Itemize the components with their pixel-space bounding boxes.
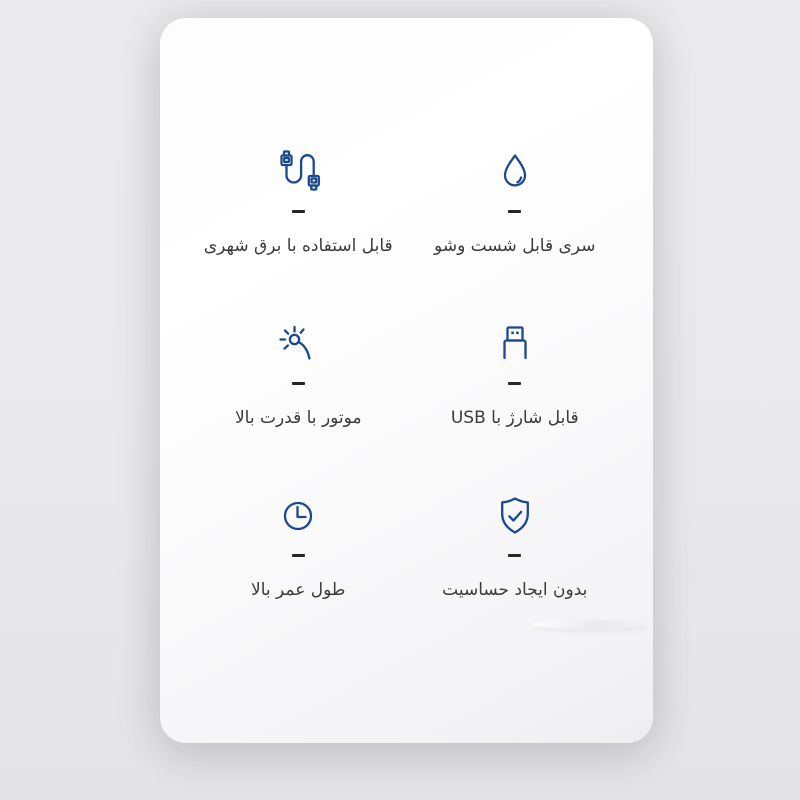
feature-card bbox=[160, 18, 653, 743]
feature-label: قابل استفاده با برق شهری bbox=[203, 236, 393, 256]
shield-check-icon bbox=[491, 492, 539, 540]
clock-icon bbox=[274, 492, 322, 540]
usb-plug-icon bbox=[491, 320, 539, 368]
feature-mains-power bbox=[190, 148, 407, 320]
feature-usb-rechargeable bbox=[407, 320, 624, 492]
feature-label: بدون ایجاد حساسیت bbox=[442, 580, 588, 600]
feature-high-power-motor bbox=[190, 320, 407, 492]
water-drop-icon bbox=[491, 148, 539, 196]
spark-icon bbox=[274, 320, 322, 368]
feature-long-lifespan bbox=[190, 492, 407, 664]
dash-divider bbox=[508, 554, 521, 557]
feature-hypoallergenic bbox=[407, 492, 624, 664]
dash-divider bbox=[292, 382, 305, 385]
feature-grid bbox=[160, 18, 653, 664]
feature-label: قابل شارژ با USB bbox=[450, 408, 579, 428]
dash-divider bbox=[508, 210, 521, 213]
feature-washable-head bbox=[407, 148, 624, 320]
feature-label: طول عمر بالا bbox=[251, 580, 346, 600]
dash-divider bbox=[292, 554, 305, 557]
dash-divider bbox=[292, 210, 305, 213]
feature-label: سری قابل شست وشو bbox=[434, 236, 596, 256]
power-cable-icon bbox=[274, 148, 322, 196]
dash-divider bbox=[508, 382, 521, 385]
feature-label: موتور با قدرت بالا bbox=[234, 408, 362, 428]
